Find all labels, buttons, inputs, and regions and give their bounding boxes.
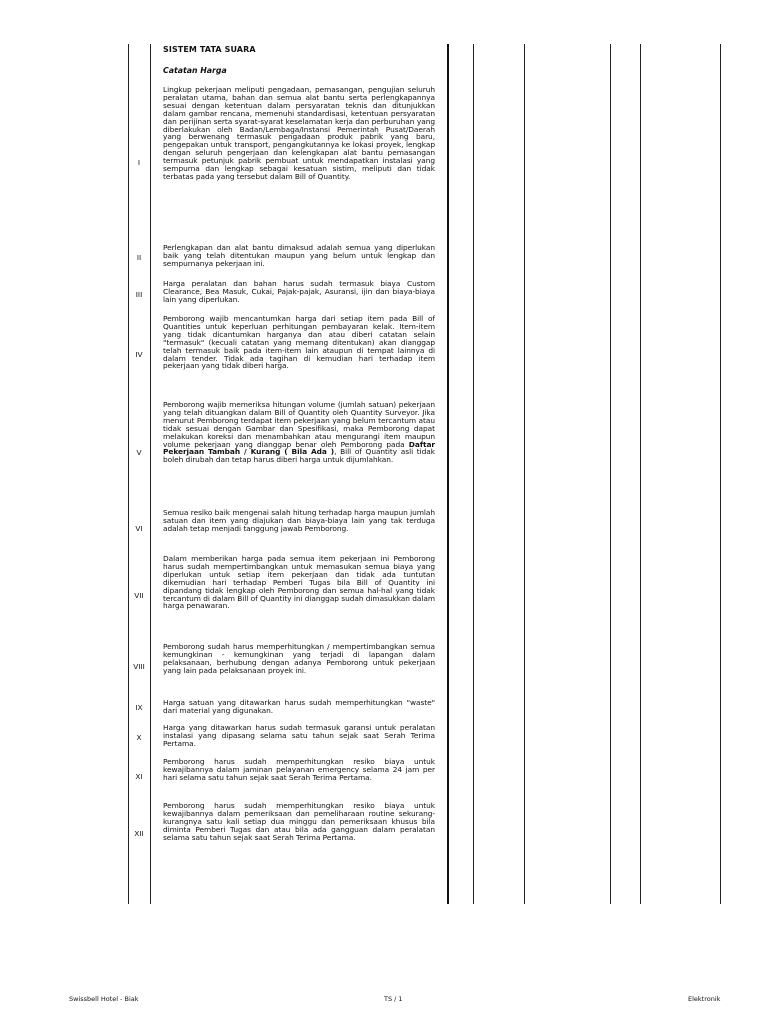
table-rule — [524, 44, 525, 904]
footer-section: Elektronik — [688, 995, 721, 1003]
item-text: Perlengkapan dan alat bantu dimaksud adalah semua yang diperlukan baik yang telah ditentukan maupun yang belum untuk lengkap dan sempurnanya pekerjaan ini. — [163, 243, 435, 268]
item-text: Harga peralatan dan bahan harus sudah termasuk biaya Custom Clearance, Bea Masuk, Cukai, Pajak-pajak, Asuransi, ijin dan biaya-biaya lain yang diperlukan. — [163, 279, 435, 304]
item-text: Lingkup pekerjaan meliputi pengadaan, pemasangan, pengujian seluruh peralatan utama, bahan dan semua alat bantu serta perlengkapannya sesuai dengan ketentuan dalam persyaratan teknis dan ditunjukkan dalam gambar rencana, memenuhi standardisasi, ketentuan persyaratan dan perijinan serta syarat-syarat keselamatan kerja dan perburuhan yang diberlakukan oleh Badan/Lembaga/Instansi Pemerintah Pusat/Daerah yang berwenang termasuk pengadaan produk pabrik yang baru, pengepakan untuk transport, pengangkutannya ke lokasi proyek, lengkap dengan seluruh pengerjaan dan kelengkapan alat bantu pemasangan termasuk petunjuk pabrik pembuat untuk mendapatkan instalasi yang sempurna dan lengkap sebagai kesatuan sistim, meliputi dan tidak terbatas pada yang tersebut dalam Bill of Quantity. — [163, 85, 435, 181]
item-text: Pemborong sudah harus memperhitungkan / mempertimbangkan semua kemungkinan - kemungkinan yang terjadi di lapangan dalam pelaksanaan, berhubung dengan adanya Pemborong untuk pekerjaan yang lain pada pelaksanaan proyek ini. — [163, 642, 435, 675]
footer-project: Swissbell Hotel - Biak — [69, 995, 139, 1003]
table-rule — [640, 44, 641, 904]
subtitle: Catatan Harga — [163, 66, 227, 75]
item-number: II — [136, 253, 142, 262]
item-number: IX — [135, 703, 143, 712]
item-number: VII — [134, 591, 144, 600]
item-text: Pemborong harus sudah memperhitungkan resiko biaya untuk kewajibannya dalam jaminan pelayanan emergency selama 24 jam per hari selama satu tahun sejak saat Serah Terima Pertama. — [163, 757, 435, 782]
item-number: XII — [134, 829, 144, 838]
item-number: VIII — [133, 662, 145, 671]
table-rule — [610, 44, 611, 904]
item-number: I — [137, 158, 141, 167]
item-text: Pemborong harus sudah memperhitungkan resiko biaya untuk kewajibannya dalam pemeriksaan dan pemeliharaan routine sekurang-kurangnya satu kali setiap dua minggu dan pemeriksaan khusus bila diminta Pemberi Tugas dan atau bila ada gangguan dalam peralatan selama satu tahun sejak saat Serah Terima Pertama. — [163, 801, 435, 842]
item-number: V — [136, 448, 142, 457]
table-rule — [447, 44, 449, 904]
item-text: Dalam memberikan harga pada semua item pekerjaan ini Pemborong harus sudah mempertimbangkan untuk memasukan semua biaya yang diperlukan untuk setiap item pekerjaan dan tidak ada tuntutan dikemudian hari terhadap Pemberi Tugas bila Bill of Quantity ini dipandang tidak lengkap oleh Pemborong dan semua hal-hal yang tidak tercantum di dalam Bill of Quantity ini dianggap sudah dimasukkan dalam harga penawaran. — [163, 554, 435, 611]
item-text-bold: Daftar Pekerjaan Tambah / Kurang ( Bila Ada ) — [163, 439, 435, 457]
item-number: X — [136, 733, 142, 742]
footer-page-number: TS / 1 — [384, 995, 403, 1003]
item-text: Harga satuan yang ditawarkan harus sudah memperhitungkan "waste" dari material yang digunakan. — [163, 698, 435, 715]
item-number: VI — [135, 524, 143, 533]
item-number: III — [135, 290, 143, 299]
item-text: Harga yang ditawarkan harus sudah termasuk garansi untuk peralatan instalasi yang dipasang selama satu tahun sejak saat Serah Terima Pertama. — [163, 723, 435, 748]
table-rule — [473, 44, 474, 904]
item-text: Semua resiko baik mengenai salah hitung terhadap harga maupun jumlah satuan dan item yang diajukan dan biaya-biaya lain yang tak terduga adalah tetap menjadi tanggung jawab Pemborong. — [163, 508, 435, 533]
section-title: SISTEM TATA SUARA — [163, 45, 256, 54]
item-number: IV — [135, 350, 143, 359]
item-number: XI — [135, 772, 143, 781]
table-rule — [720, 44, 721, 904]
item-text: Pemborong wajib mencantumkan harga dari setiap item pada Bill of Quantities untuk keperluan perhitungan pembayaran kelak. Item-item yang tidak dicantumkan harganya dan atau diberi catatan selain "termasuk" (kecuali catatan yang memang ditentukan) akan dianggap telah termasuk baik pada item-item lain ataupun di tempat lainnya di dalam tender. Tidak ada tagihan di kemudian hari terhadap item pekerjaan yang tidak diberi harga. — [163, 314, 435, 371]
item-text: Pemborong wajib memeriksa hitungan volume (jumlah satuan) pekerjaan yang telah dituangkan dalam Bill of Quantity oleh Quantity Surveyor. Jika menurut Pemborong terdapat item pekerjaan yang belum tercantum atau tidak sesuai dengan Gambar dan Spesifikasi, maka Pemborong dapat melakukan koreksi dan menambahkan atau mengurangi item maupun volume pekerjaan yang dianggap benar oleh Pemborong pada Daftar Pekerjaan Tambah / Kurang ( Bila Ada ), Bill of Quantity asli tidak boleh dirubah dan tetap harus diberi harga untuk dijumlahkan. — [163, 400, 435, 465]
